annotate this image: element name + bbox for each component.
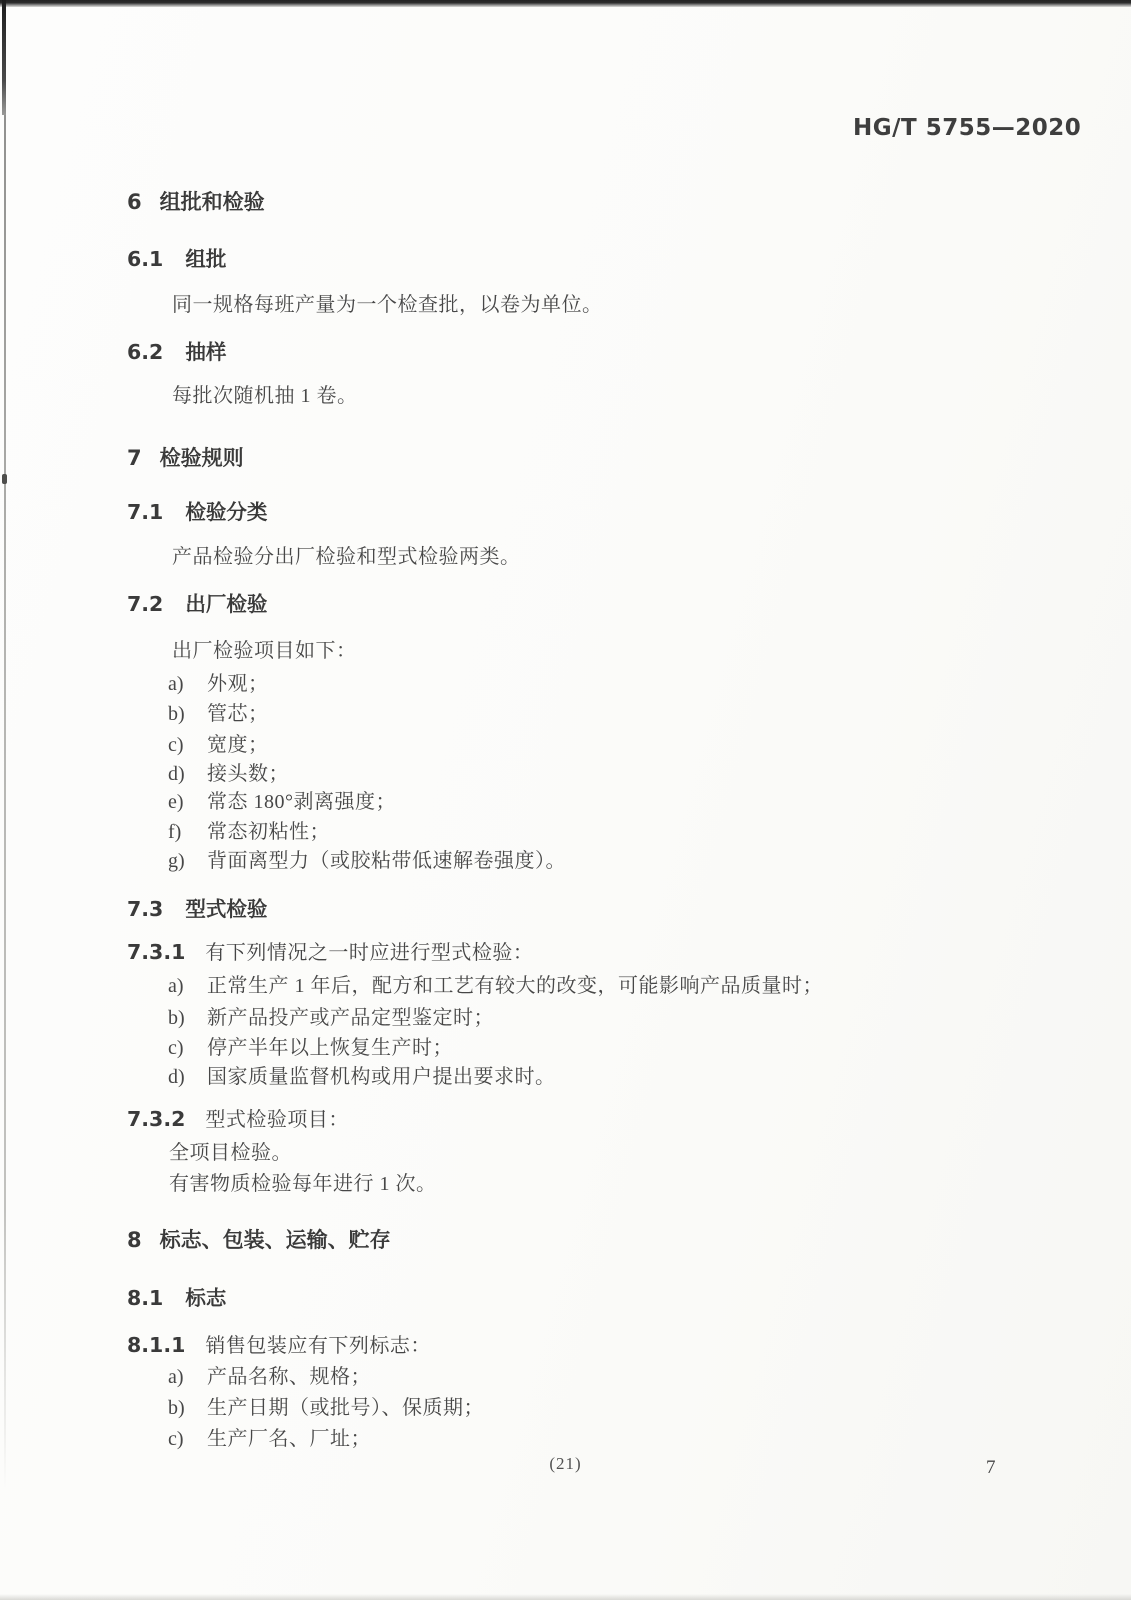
list-text: 生产厂名、厂址； (207, 1428, 371, 1450)
heading-8-1 (127, 1286, 226, 1310)
heading-7-1-number: 7.1 (127, 500, 164, 524)
scan-top-edge (0, 0, 1131, 7)
list-marker: b) (168, 1007, 185, 1029)
list-text: 国家质量监督机构或用户提出要求时。 (207, 1066, 556, 1088)
heading-7-3 (127, 897, 267, 921)
list-text: 产品名称、规格； (207, 1366, 371, 1388)
heading-6 (127, 190, 265, 214)
heading-7-3-2-text: 型式检验项目： (205, 1109, 349, 1131)
heading-8-1-1-number: 8.1.1 (127, 1333, 186, 1357)
heading-6-2-title: 抽样 (185, 340, 227, 364)
heading-6-title: 组批和检验 (159, 190, 265, 214)
scan-bottom-edge (0, 1594, 1131, 1600)
list-item-7-2-e (168, 790, 396, 814)
list-item-8-1-1-c (168, 1427, 371, 1451)
list-item-7-2-d (168, 762, 289, 786)
heading-6-2-number: 6.2 (127, 340, 164, 364)
heading-7-2-title: 出厂检验 (185, 592, 268, 616)
list-text: 背面离型力（或胶粘带低速解卷强度）。 (207, 850, 566, 872)
heading-7-number: 7 (127, 446, 142, 470)
heading-7 (127, 446, 244, 470)
list-marker: c) (168, 1428, 184, 1450)
paragraph-7-3-2-line2: 有害物质检验每年进行 1 次。 (169, 1173, 437, 1195)
heading-7-1-title: 检验分类 (185, 500, 268, 524)
heading-7-3-title: 型式检验 (185, 897, 268, 921)
list-item-7-3-1-b (168, 1006, 494, 1030)
list-marker: c) (168, 734, 184, 756)
heading-6-1-title: 组批 (185, 247, 227, 271)
scan-left-edge-mark (2, 474, 7, 484)
paragraph-7-3-2-line1: 全项目检验。 (169, 1142, 292, 1164)
heading-7-3-1-number: 7.3.1 (127, 940, 186, 964)
list-marker: g) (168, 850, 185, 872)
paragraph-7-2-intro: 出厂检验项目如下： (172, 640, 357, 662)
paragraph-6-2: 每批次随机抽 1 卷。 (172, 385, 358, 407)
list-item-7-3-1-d (168, 1065, 556, 1089)
scan-left-edge (4, 90, 6, 1490)
heading-7-title: 检验规则 (159, 446, 244, 470)
heading-8-1-1-text: 销售包装应有下列标志： (205, 1335, 431, 1357)
list-marker: c) (168, 1037, 184, 1059)
list-marker: e) (168, 791, 184, 813)
list-marker: d) (168, 763, 185, 785)
standard-code: HG/T 5755—2020 (853, 115, 1082, 141)
heading-6-number: 6 (127, 190, 142, 214)
heading-7-2-number: 7.2 (127, 592, 164, 616)
list-marker: b) (168, 703, 185, 725)
list-item-8-1-1-a (168, 1365, 371, 1389)
list-marker: a) (168, 1366, 184, 1388)
list-marker: f) (168, 821, 182, 843)
list-text: 常态初粘性； (207, 821, 330, 843)
list-marker: a) (168, 673, 184, 695)
list-marker: a) (168, 975, 184, 997)
footer-center-note: (21) (549, 1454, 582, 1473)
heading-6-1-number: 6.1 (127, 247, 164, 271)
list-marker: d) (168, 1066, 185, 1088)
list-text: 生产日期（或批号）、保质期； (207, 1397, 484, 1419)
heading-7-3-2 (127, 1107, 349, 1132)
heading-8-1-number: 8.1 (127, 1286, 164, 1310)
heading-6-1 (127, 247, 226, 271)
list-text: 外观； (207, 673, 269, 695)
heading-8-title: 标志、包装、运输、贮存 (159, 1228, 391, 1252)
list-text: 正常生产 1 年后，配方和工艺有较大的改变，可能影响产品质量时； (207, 975, 823, 997)
heading-7-3-1-text: 有下列情况之一时应进行型式检验： (205, 942, 534, 964)
paragraph-7-1: 产品检验分出厂检验和型式检验两类。 (172, 546, 521, 568)
paragraph-6-1: 同一规格每班产量为一个检查批，以卷为单位。 (172, 294, 603, 316)
list-text: 停产半年以上恢复生产时； (207, 1037, 453, 1059)
list-item-7-2-g (168, 849, 566, 873)
heading-6-2 (127, 340, 226, 364)
list-text: 接头数； (207, 763, 289, 785)
list-text: 新产品投产或产品定型鉴定时； (207, 1007, 494, 1029)
list-text: 管芯； (207, 703, 269, 725)
heading-7-3-number: 7.3 (127, 897, 164, 921)
list-text: 常态 180°剥离强度； (207, 791, 396, 813)
heading-8-1-1 (127, 1333, 431, 1358)
scan-left-edge-dark (2, 0, 6, 115)
list-item-7-2-f (168, 820, 330, 844)
list-item-8-1-1-b (168, 1396, 484, 1420)
list-item-7-2-b (168, 702, 269, 726)
heading-8-number: 8 (127, 1228, 142, 1252)
list-text: 宽度； (207, 734, 269, 756)
heading-7-3-2-number: 7.3.2 (127, 1107, 186, 1131)
list-item-7-2-c (168, 733, 269, 757)
heading-7-2 (127, 592, 267, 616)
heading-7-1 (127, 500, 267, 524)
heading-8-1-title: 标志 (185, 1286, 227, 1310)
list-item-7-3-1-a (168, 974, 823, 998)
heading-8 (127, 1228, 391, 1252)
list-marker: b) (168, 1397, 185, 1419)
footer-page-number: 7 (986, 1457, 996, 1478)
list-item-7-2-a (168, 672, 269, 696)
list-item-7-3-1-c (168, 1036, 453, 1060)
heading-7-3-1 (127, 940, 533, 965)
